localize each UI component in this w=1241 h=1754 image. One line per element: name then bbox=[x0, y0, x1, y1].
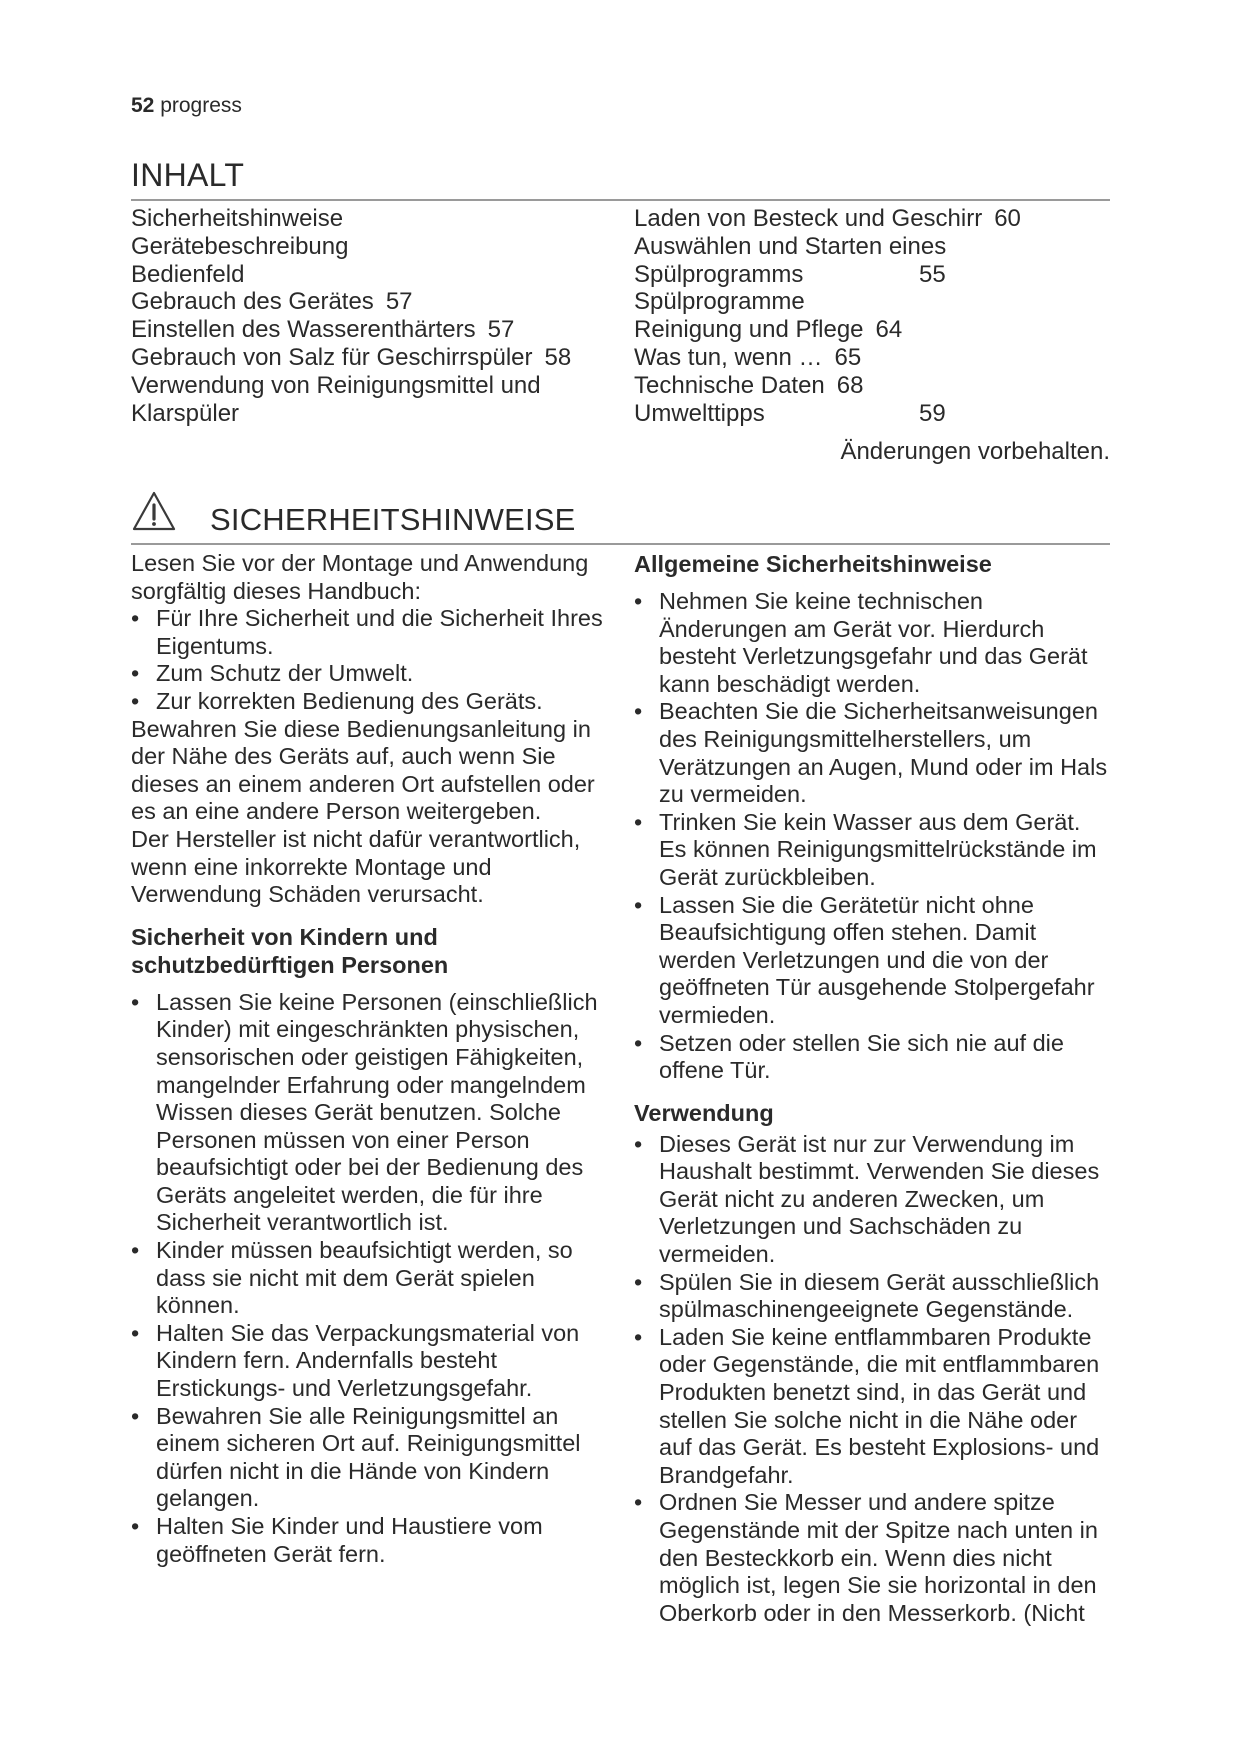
toc-page-number: 57 bbox=[487, 316, 515, 344]
toc-entry[interactable]: Reinigung und Pflege 64 bbox=[634, 316, 903, 344]
toc-entry[interactable]: Spülprogramms 55 bbox=[634, 260, 946, 288]
brand-name: progress bbox=[160, 94, 242, 117]
general-safety-list bbox=[634, 588, 1112, 1085]
toc-left-column bbox=[131, 205, 611, 427]
toc-page-number: 57 bbox=[385, 288, 413, 316]
list-item: • Setzen oder stellen Sie sich nie auf die offene Tür. bbox=[634, 1030, 1112, 1085]
list-item: • Laden Sie keine entflammbaren Produkte oder Gegenstände, die mit entflammbaren Produkten benetzt sind, in das Gerät und stellen Sie solche nicht in die Nähe oder auf das Gerät. Es besteht Explosions- und Brandgefahr. bbox=[634, 1324, 1112, 1490]
intro-text: Lesen Sie vor der Montage und Anwendung sorgfältig dieses Handbuch: bbox=[131, 550, 589, 604]
list-item: • Dieses Gerät ist nur zur Verwendung im Haushalt bestimmt. Verwenden Sie dieses Gerät nicht zu anderen Zwecken, um Verletzungen und Sachschäden zu vermeiden. bbox=[634, 1131, 1112, 1269]
toc-entry[interactable]: Technische Daten 68 bbox=[634, 371, 864, 399]
children-safety-list bbox=[131, 989, 611, 1568]
toc-entry[interactable]: Umwelttipps 59 bbox=[634, 399, 946, 427]
toc-entry[interactable]: Spülprogramme bbox=[634, 288, 805, 316]
left-text-column bbox=[131, 550, 611, 1568]
toc-divider bbox=[131, 199, 1110, 201]
list-item: • Halten Sie Kinder und Haustiere vom geöffneten Gerät fern. bbox=[131, 1513, 611, 1568]
toc-entry[interactable]: Was tun, wenn … 65 bbox=[634, 343, 862, 371]
list-item: • Ordnen Sie Messer und andere spitze Gegenstände mit der Spitze nach unten in den Besteckkorb ein. Wenn dies nicht möglich ist, legen Sie sie horizontal in den Oberkorb oder in den Messerkorb. (Nicht bbox=[634, 1489, 1112, 1627]
warning-icon bbox=[131, 490, 177, 532]
children-safety-heading: Sicherheit von Kindern und schutzbedürftigen Personen bbox=[131, 923, 449, 978]
toc-page-number: 55 bbox=[919, 260, 946, 288]
toc-page-number: 60 bbox=[994, 205, 1021, 232]
list-item: • Trinken Sie kein Wasser aus dem Gerät. Es können Reinigungsmittelrückstände im Gerät zurückbleiben. bbox=[634, 809, 1112, 892]
toc-entry[interactable]: Einstellen des Wasserenthärters 57 bbox=[131, 316, 515, 344]
list-item: • Beachten Sie die Sicherheitsanweisungen des Reinigungsmittelherstellers, um Verätzungen an Augen, Mund oder im Hals zu vermeiden. bbox=[634, 698, 1112, 808]
toc-page-number: 59 bbox=[919, 399, 946, 427]
list-item: • Spülen Sie in diesem Gerät ausschließlich spülmaschinengeeignete Gegenstände. bbox=[634, 1269, 1112, 1324]
toc-entry[interactable]: Gebrauch von Salz für Geschirrspüler 58 bbox=[131, 343, 572, 371]
list-item: • Lassen Sie keine Personen (einschließlich Kinder) mit eingeschränkten physischen, sensorischen oder geistigen Fähigkeiten, mangelnder Erfahrung oder mangelndem Wissen dieses Gerät benutzen. Solche Personen müssen von einer Person beaufsichtigt oder bei der Bedienung des Geräts angeleitet werden, die für ihre Sicherheit verantwortlich ist. bbox=[131, 989, 611, 1237]
toc-entry[interactable]: Gerätebeschreibung bbox=[131, 232, 349, 260]
toc-page-number: 64 bbox=[875, 316, 903, 344]
list-item: • Zum Schutz der Umwelt. bbox=[131, 660, 611, 688]
toc-entry[interactable]: Sicherheitshinweise bbox=[131, 205, 344, 232]
toc-page-number: 58 bbox=[544, 343, 572, 371]
section-title: SICHERHEITSHINWEISE bbox=[210, 502, 576, 537]
toc-entry[interactable]: Laden von Besteck und Geschirr 60 bbox=[634, 205, 1021, 232]
toc-right-column bbox=[634, 205, 1104, 427]
intro-list bbox=[131, 605, 611, 715]
changes-notice: Änderungen vorbehalten. bbox=[840, 438, 1110, 465]
toc-entry[interactable]: Auswählen und Starten eines bbox=[634, 232, 947, 260]
general-safety-heading: Allgemeine Sicherheitshinweise bbox=[634, 551, 992, 577]
toc-page-number: 68 bbox=[836, 371, 864, 399]
toc-entry[interactable]: Gebrauch des Gerätes 57 bbox=[131, 288, 413, 316]
page-header bbox=[131, 94, 242, 118]
list-item: • Zur korrekten Bedienung des Geräts. bbox=[131, 688, 611, 716]
toc-entry[interactable]: Verwendung von Reinigungsmittel und bbox=[131, 371, 541, 399]
toc-entry[interactable]: Bedienfeld bbox=[131, 260, 245, 288]
usage-heading: Verwendung bbox=[634, 1099, 774, 1126]
list-item: • Kinder müssen beaufsichtigt werden, so dass sie nicht mit dem Gerät spielen können. bbox=[131, 1237, 611, 1320]
keep-manual-text: Bewahren Sie diese Bedienungsanleitung in der Nähe des Geräts auf, auch wenn Sie dieses an einem anderen Ort aufstellen oder es an eine andere Person weitergeben. bbox=[131, 715, 595, 825]
page-number: 52 bbox=[131, 94, 155, 117]
right-text-column bbox=[634, 550, 1112, 1627]
list-item: • Für Ihre Sicherheit und die Sicherheit Ihres Eigentums. bbox=[131, 605, 611, 660]
toc-entry[interactable]: Klarspüler bbox=[131, 399, 240, 427]
liability-text: Der Hersteller ist nicht dafür verantwortlich, wenn eine inkorrekte Montage und Verwendung Schäden verursacht. bbox=[131, 825, 581, 908]
list-item: • Bewahren Sie alle Reinigungsmittel an einem sicheren Ort auf. Reinigungsmittel dürfen nicht in die Hände von Kindern gelangen. bbox=[131, 1403, 611, 1513]
toc-page-number: 65 bbox=[834, 343, 862, 371]
list-item: • Lassen Sie die Gerätetür nicht ohne Beaufsichtigung offen stehen. Damit werden Verletzungen und die von der geöffneten Tür ausgehende Stolpergefahr vermieden. bbox=[634, 892, 1112, 1030]
usage-list bbox=[634, 1131, 1112, 1628]
toc-title: INHALT bbox=[131, 157, 245, 193]
section-divider bbox=[131, 543, 1110, 545]
list-item: • Nehmen Sie keine technischen Änderungen am Gerät vor. Hierdurch besteht Verletzungsgefahr und das Gerät kann beschädigt werden. bbox=[634, 588, 1112, 698]
list-item: • Halten Sie das Verpackungsmaterial von Kindern fern. Andernfalls besteht Erstickungs- und Verletzungsgefahr. bbox=[131, 1320, 611, 1403]
